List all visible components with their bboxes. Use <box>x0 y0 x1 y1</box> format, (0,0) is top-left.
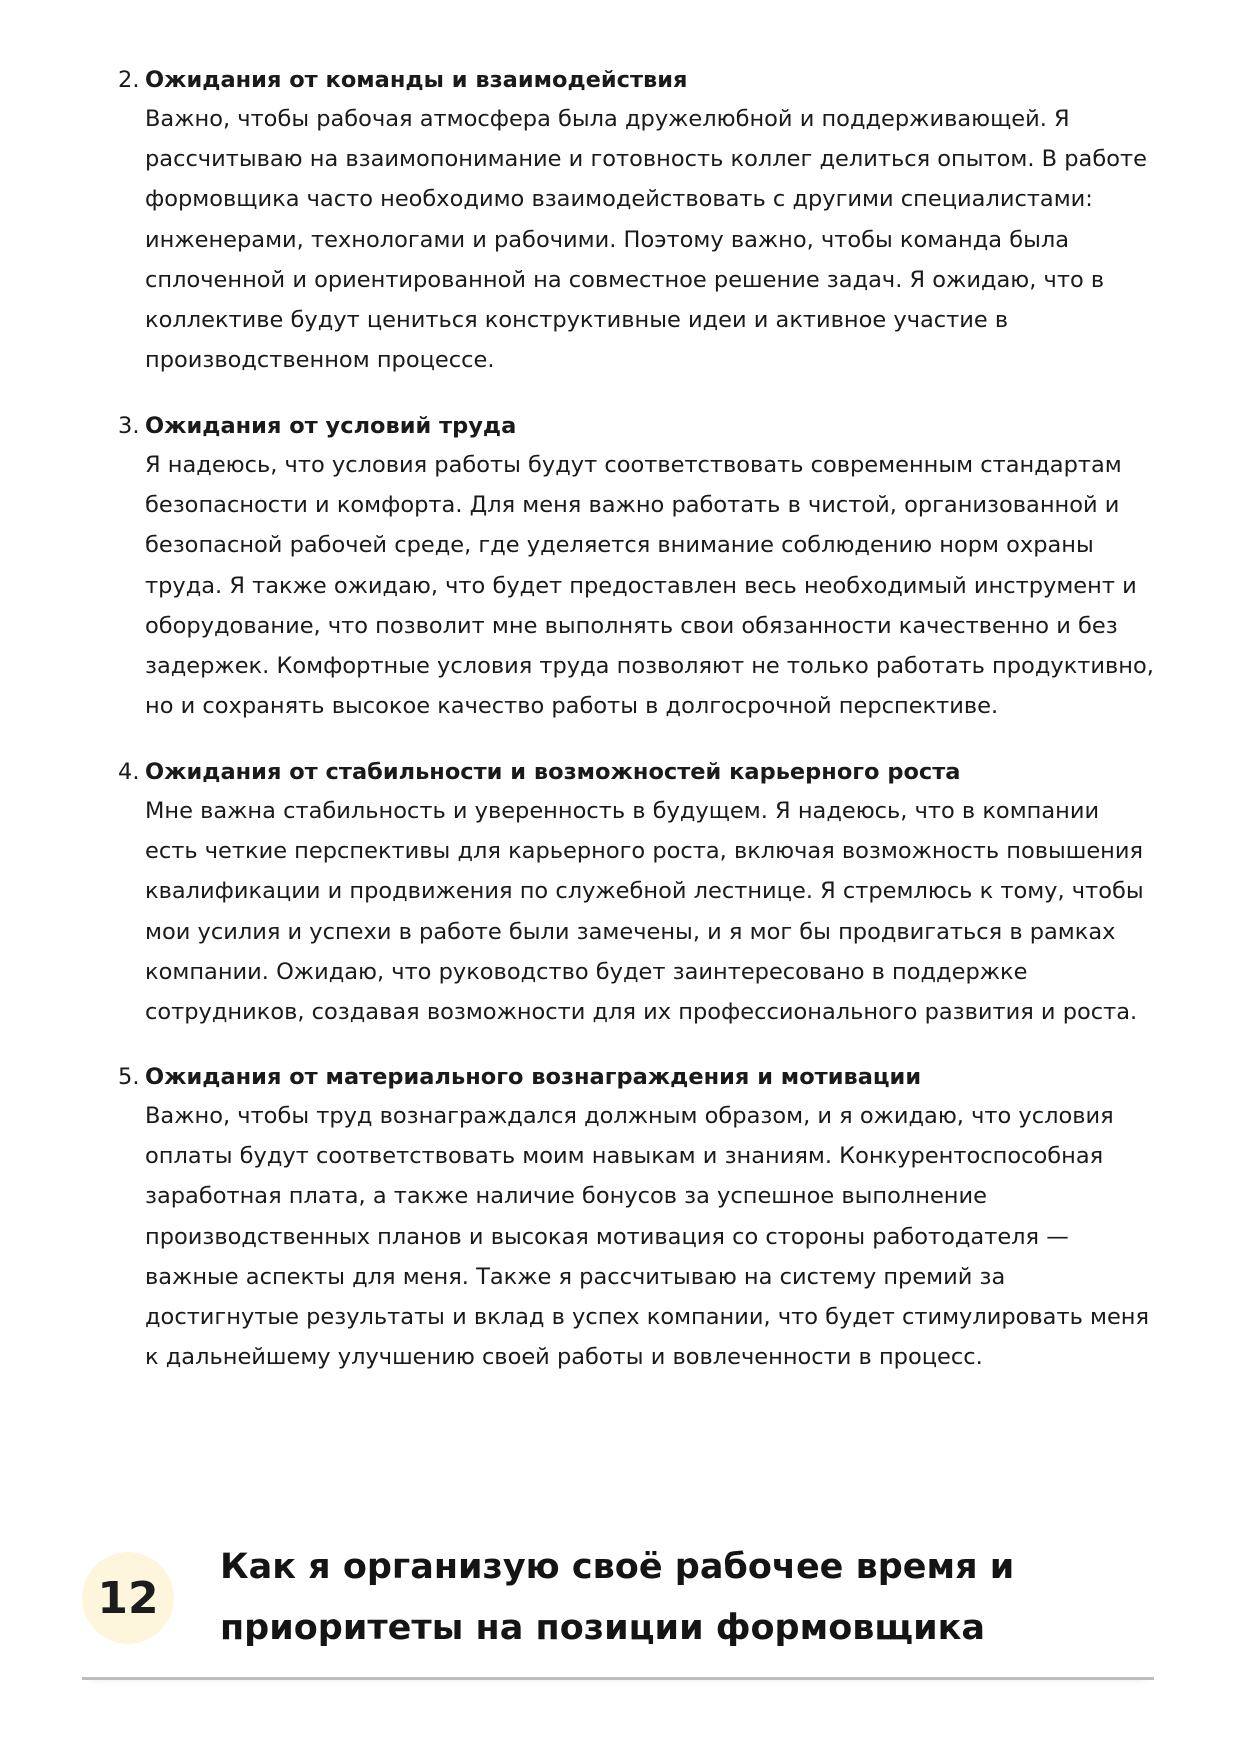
section-title: Как я организую своё рабочее время и приоритеты на позиции формовщика <box>220 1547 1015 1648</box>
section-header <box>82 1535 1154 1680</box>
list-item-number: 2. <box>118 67 140 93</box>
list-item-title: Ожидания от команды и взаимодействия <box>145 67 688 93</box>
list-item-number: 3. <box>118 413 140 439</box>
list-item-heading <box>118 752 1158 792</box>
list-item-career-growth <box>118 752 1158 1032</box>
list-item-body: Важно, чтобы рабочая атмосфера была дружелюбной и поддерживающей. Я рассчитываю на взаимопонимание и готовность коллег делиться опытом. В работе формовщика часто необходимо взаимодействовать с другими специалистами: инженерами, технологами и рабочими. Поэтому важно, чтобы команда была сплоченной и ориентированной на совместное решение задач. Я ожидаю, что в коллективе будут цениться конструктивные идеи и активное участие в производственном процессе. <box>145 106 1147 374</box>
list-item-number: 5. <box>118 1064 140 1090</box>
list-item-team-expectations <box>118 60 1158 380</box>
list-item-body: Я надеюсь, что условия работы будут соответствовать современным стандартам безопасности и комфорта. Для меня важно работать в чистой, организованной и безопасной рабочей среде, где уделяется внимание соблюдению норм охраны труда. Я также ожидаю, что будет предоставлен весь необходимый инструмент и оборудование, что позволит мне выполнять свои обязанности качественно и без задержек. Комфортные условия труда позволяют не только работать продуктивно, но и сохранять высокое качество работы в долгосрочной перспективе. <box>145 452 1154 720</box>
list-item-title: Ожидания от условий труда <box>145 413 517 439</box>
list-item-heading <box>118 1057 1158 1097</box>
list-item-compensation <box>118 1057 1158 1377</box>
list-item-number: 4. <box>118 759 140 785</box>
list-item-body: Важно, чтобы труд вознаграждался должным образом, и я ожидаю, что условия оплаты будут соответствовать моим навыкам и знаниям. Конкурентоспособная заработная плата, а также наличие бонусов за успешное выполнение производственных планов и высокая мотивация со стороны работодателя — важные аспекты для меня. Также я рассчитываю на систему премий за достигнутые результаты и вклад в успех компании, что будет стимулировать меня к дальнейшему улучшению своей работы и вовлеченности в процесс. <box>145 1103 1150 1371</box>
list-item-title: Ожидания от материального вознаграждения и мотивации <box>145 1064 922 1090</box>
list-item-heading <box>118 60 1158 100</box>
list-item-heading <box>118 406 1158 446</box>
section-number-badge: 12 <box>82 1552 174 1644</box>
list-item-working-conditions <box>118 406 1158 726</box>
list-item-title: Ожидания от стабильности и возможностей карьерного роста <box>145 759 961 785</box>
list-item-body: Мне важна стабильность и уверенность в будущем. Я надеюсь, что в компании есть четкие перспективы для карьерного роста, включая возможность повышения квалификации и продвижения по служебной лестнице. Я стремлюсь к тому, чтобы мои усилия и успехи в работе были замечены, и я мог бы продвигаться в рамках компании. Ожидаю, что руководство будет заинтересовано в поддержке сотрудников, создавая возможности для их профессионального развития и роста. <box>145 798 1144 1026</box>
